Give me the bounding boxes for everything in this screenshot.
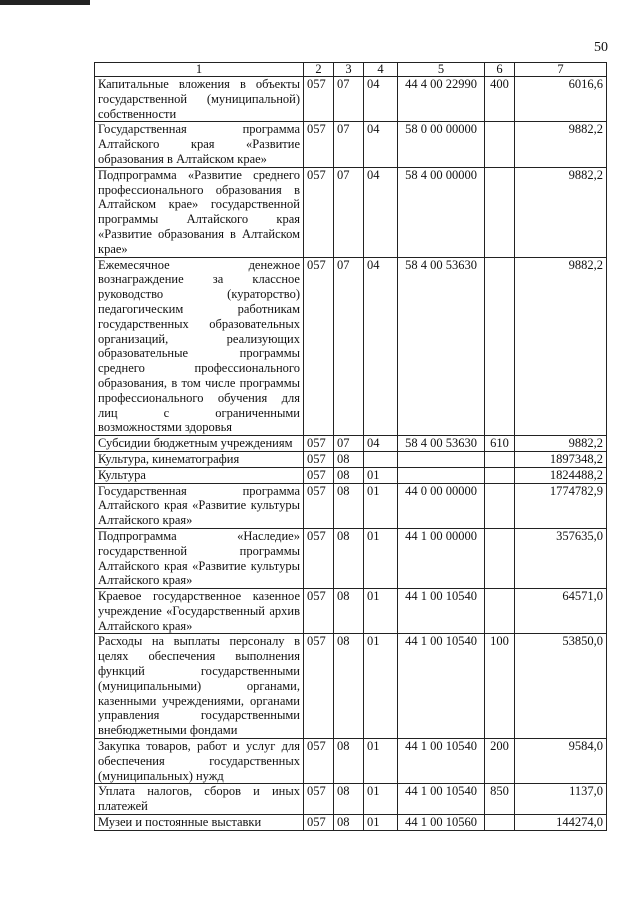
amount: 6016,6 xyxy=(515,77,607,122)
expense-type-code xyxy=(485,451,515,467)
ministry-code: 057 xyxy=(304,467,334,483)
ministry-code: 057 xyxy=(304,167,334,257)
subsection-code: 04 xyxy=(364,77,398,122)
amount: 9882,2 xyxy=(515,257,607,436)
expense-name: Краевое государственное казенное учреждение «Государственный архив Алтайского края» xyxy=(95,589,304,634)
amount: 53850,0 xyxy=(515,634,607,739)
expense-name: Закупка товаров, работ и услуг для обеспечения государственных (муниципальных) нужд xyxy=(95,739,304,784)
amount: 9584,0 xyxy=(515,739,607,784)
expense-type-code xyxy=(485,815,515,831)
expense-type-code: 200 xyxy=(485,739,515,784)
target-article-code: 44 1 00 10540 xyxy=(398,784,485,815)
expense-type-code xyxy=(485,467,515,483)
expense-type-code xyxy=(485,257,515,436)
table-body xyxy=(95,77,607,831)
amount: 1897348,2 xyxy=(515,451,607,467)
section-code: 08 xyxy=(334,451,364,467)
subsection-code: 01 xyxy=(364,483,398,528)
column-header: 1 xyxy=(95,63,304,77)
ministry-code: 057 xyxy=(304,589,334,634)
target-article-code: 44 1 00 10540 xyxy=(398,589,485,634)
expense-type-code xyxy=(485,122,515,167)
table-row xyxy=(95,122,607,167)
table-row xyxy=(95,739,607,784)
expense-name: Музеи и постоянные выставки xyxy=(95,815,304,831)
scan-corner-mark xyxy=(0,0,90,5)
ministry-code: 057 xyxy=(304,451,334,467)
section-code: 08 xyxy=(334,634,364,739)
target-article-code: 44 1 00 10540 xyxy=(398,634,485,739)
table-row xyxy=(95,483,607,528)
table-row xyxy=(95,815,607,831)
table-row xyxy=(95,467,607,483)
ministry-code: 057 xyxy=(304,634,334,739)
section-code: 07 xyxy=(334,436,364,452)
subsection-code: 01 xyxy=(364,589,398,634)
amount: 1774782,9 xyxy=(515,483,607,528)
section-code: 08 xyxy=(334,815,364,831)
ministry-code: 057 xyxy=(304,77,334,122)
page-number: 50 xyxy=(594,40,608,55)
ministry-code: 057 xyxy=(304,483,334,528)
amount: 1137,0 xyxy=(515,784,607,815)
table-row xyxy=(95,167,607,257)
amount: 64571,0 xyxy=(515,589,607,634)
section-code: 07 xyxy=(334,77,364,122)
ministry-code: 057 xyxy=(304,784,334,815)
expense-name: Капитальные вложения в объекты государственной (муниципальной) собственности xyxy=(95,77,304,122)
amount: 144274,0 xyxy=(515,815,607,831)
section-code: 07 xyxy=(334,257,364,436)
expense-name: Расходы на выплаты персоналу в целях обеспечения выполнения функций государственными (муниципальными) органами, казенными учреждениями, органами управления государственными внебюджетными фондами xyxy=(95,634,304,739)
expense-name: Государственная программа Алтайского края «Развитие образования в Алтайском крае» xyxy=(95,122,304,167)
target-article-code: 44 1 00 10560 xyxy=(398,815,485,831)
ministry-code: 057 xyxy=(304,436,334,452)
expense-name: Подпрограмма «Развитие среднего профессионального образования в Алтайском крае» государственной программы Алтайского края «Развитие образования в Алтайском крае» xyxy=(95,167,304,257)
subsection-code: 04 xyxy=(364,167,398,257)
table-row xyxy=(95,436,607,452)
table-row xyxy=(95,784,607,815)
amount: 1824488,2 xyxy=(515,467,607,483)
section-code: 08 xyxy=(334,739,364,784)
ministry-code: 057 xyxy=(304,257,334,436)
ministry-code: 057 xyxy=(304,528,334,588)
column-header: 5 xyxy=(398,63,485,77)
expense-type-code xyxy=(485,483,515,528)
column-number-row xyxy=(95,63,607,77)
amount: 9882,2 xyxy=(515,167,607,257)
subsection-code: 04 xyxy=(364,436,398,452)
amount: 9882,2 xyxy=(515,436,607,452)
target-article-code: 58 4 00 53630 xyxy=(398,436,485,452)
section-code: 08 xyxy=(334,528,364,588)
expense-name: Государственная программа Алтайского края «Развитие культуры Алтайского края» xyxy=(95,483,304,528)
target-article-code: 44 0 00 00000 xyxy=(398,483,485,528)
expense-name: Субсидии бюджетным учреждениям xyxy=(95,436,304,452)
target-article-code: 44 1 00 10540 xyxy=(398,739,485,784)
section-code: 07 xyxy=(334,167,364,257)
column-header: 4 xyxy=(364,63,398,77)
expense-name: Уплата налогов, сборов и иных платежей xyxy=(95,784,304,815)
amount: 357635,0 xyxy=(515,528,607,588)
ministry-code: 057 xyxy=(304,815,334,831)
budget-table xyxy=(94,62,607,831)
target-article-code: 58 4 00 53630 xyxy=(398,257,485,436)
expense-name: Ежемесячное денежное вознаграждение за классное руководство (кураторство) педагогическим работникам государственных образовательных организаций, реализующих образовательные программы среднего профессионального образования, в том числе программы профессионального обучения для лиц с ограниченными возможностями здоровья xyxy=(95,257,304,436)
table-row xyxy=(95,257,607,436)
column-header: 2 xyxy=(304,63,334,77)
expense-type-code xyxy=(485,528,515,588)
table-row xyxy=(95,589,607,634)
expense-name: Культура, кинематография xyxy=(95,451,304,467)
target-article-code: 58 4 00 00000 xyxy=(398,167,485,257)
ministry-code: 057 xyxy=(304,122,334,167)
target-article-code xyxy=(398,451,485,467)
subsection-code xyxy=(364,451,398,467)
ministry-code: 057 xyxy=(304,739,334,784)
table-row xyxy=(95,634,607,739)
subsection-code: 01 xyxy=(364,815,398,831)
section-code: 08 xyxy=(334,467,364,483)
table-row xyxy=(95,77,607,122)
column-header: 6 xyxy=(485,63,515,77)
expense-type-code xyxy=(485,589,515,634)
target-article-code: 44 1 00 00000 xyxy=(398,528,485,588)
subsection-code: 01 xyxy=(364,784,398,815)
table-row xyxy=(95,451,607,467)
expense-type-code: 100 xyxy=(485,634,515,739)
target-article-code: 58 0 00 00000 xyxy=(398,122,485,167)
subsection-code: 01 xyxy=(364,634,398,739)
section-code: 08 xyxy=(334,483,364,528)
column-header: 3 xyxy=(334,63,364,77)
table-row xyxy=(95,528,607,588)
expense-type-code: 850 xyxy=(485,784,515,815)
subsection-code: 01 xyxy=(364,467,398,483)
subsection-code: 01 xyxy=(364,528,398,588)
subsection-code: 04 xyxy=(364,122,398,167)
section-code: 08 xyxy=(334,589,364,634)
expense-name: Подпрограмма «Наследие» государственной программы Алтайского края «Развитие культуры Алтайского края» xyxy=(95,528,304,588)
amount: 9882,2 xyxy=(515,122,607,167)
expense-type-code: 610 xyxy=(485,436,515,452)
subsection-code: 04 xyxy=(364,257,398,436)
column-header: 7 xyxy=(515,63,607,77)
expense-type-code xyxy=(485,167,515,257)
target-article-code: 44 4 00 22990 xyxy=(398,77,485,122)
section-code: 08 xyxy=(334,784,364,815)
expense-name: Культура xyxy=(95,467,304,483)
expense-type-code: 400 xyxy=(485,77,515,122)
target-article-code xyxy=(398,467,485,483)
section-code: 07 xyxy=(334,122,364,167)
subsection-code: 01 xyxy=(364,739,398,784)
